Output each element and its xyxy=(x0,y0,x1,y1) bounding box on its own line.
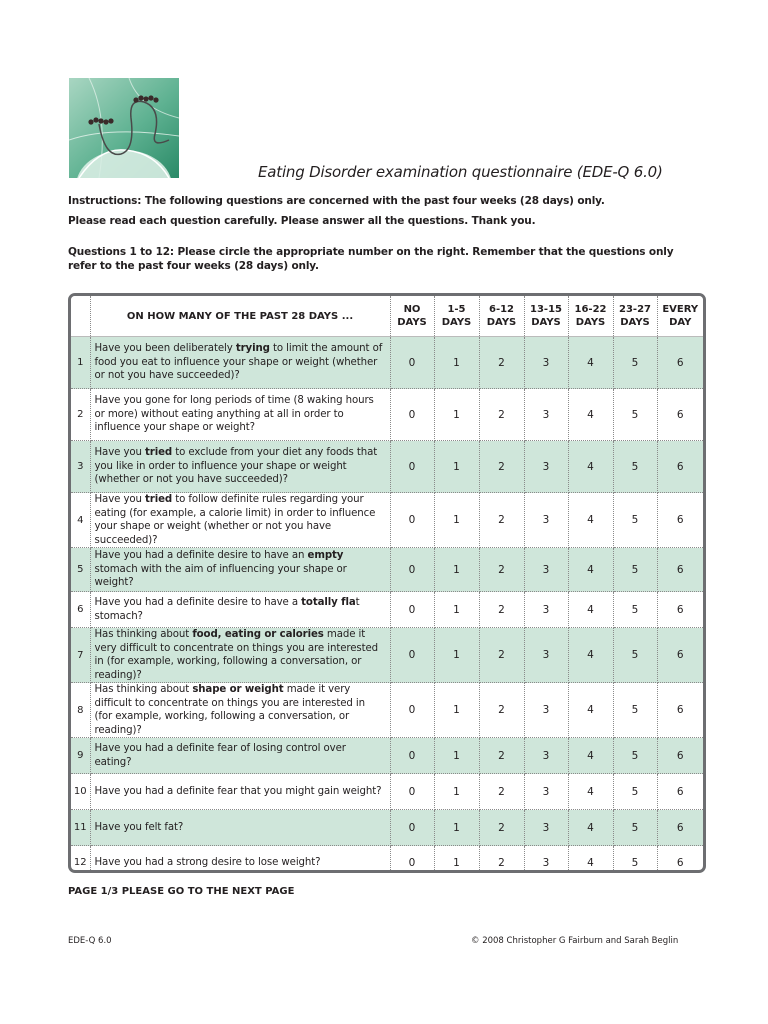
score-option-4[interactable]: 4 xyxy=(568,337,613,389)
header-num-cell xyxy=(71,296,90,337)
questionnaire-table xyxy=(71,296,703,873)
score-option-5[interactable]: 5 xyxy=(613,810,657,846)
score-option-2[interactable]: 2 xyxy=(479,628,524,683)
instructions-line-3: Questions 1 to 12: Please circle the appropriate number on the right. Remember that the questions only refer to the past four weeks (28 days) only. xyxy=(68,246,674,272)
score-option-0[interactable]: 0 xyxy=(390,683,434,738)
score-option-1[interactable]: 1 xyxy=(434,592,479,628)
score-option-3[interactable]: 3 xyxy=(524,683,568,738)
header-col-2-line2: DAYS xyxy=(486,317,517,328)
score-option-1[interactable]: 1 xyxy=(434,441,479,493)
question-text xyxy=(90,441,390,493)
score-option-5[interactable]: 5 xyxy=(613,774,657,810)
score-option-0[interactable]: 0 xyxy=(390,628,434,683)
question-text-part: Have you gone for long periods of time (8 waking hours or more) without eating anything at all in order to influence your shape or weight? xyxy=(94,395,374,434)
score-option-3[interactable]: 3 xyxy=(524,493,568,548)
score-option-0[interactable]: 0 xyxy=(390,810,434,846)
score-option-6[interactable]: 6 xyxy=(657,337,703,389)
score-option-0[interactable]: 0 xyxy=(390,774,434,810)
page-note: PAGE 1/3 PLEASE GO TO THE NEXT PAGE xyxy=(68,886,295,897)
score-option-5[interactable]: 5 xyxy=(613,683,657,738)
question-number: 9 xyxy=(71,738,90,774)
question-number: 1 xyxy=(71,337,90,389)
score-option-6[interactable]: 6 xyxy=(657,441,703,493)
score-option-5[interactable]: 5 xyxy=(613,548,657,592)
score-option-4[interactable]: 4 xyxy=(568,846,613,874)
question-text xyxy=(90,548,390,592)
footer-version: EDE-Q 6.0 xyxy=(68,936,112,946)
score-option-5[interactable]: 5 xyxy=(613,628,657,683)
header-col-0-line1: NO xyxy=(403,304,421,315)
score-option-5[interactable]: 5 xyxy=(613,493,657,548)
score-option-2[interactable]: 2 xyxy=(479,441,524,493)
question-number: 4 xyxy=(71,493,90,548)
table-row xyxy=(71,493,703,548)
question-text-part: Have you xyxy=(94,494,145,505)
score-option-1[interactable]: 1 xyxy=(434,389,479,441)
score-option-0[interactable]: 0 xyxy=(390,548,434,592)
question-number: 10 xyxy=(71,774,90,810)
score-option-3[interactable]: 3 xyxy=(524,628,568,683)
score-option-1[interactable]: 1 xyxy=(434,683,479,738)
score-option-0[interactable]: 0 xyxy=(390,592,434,628)
question-text xyxy=(90,592,390,628)
score-option-0[interactable]: 0 xyxy=(390,493,434,548)
question-emphasis: food, eating or calories xyxy=(192,629,324,640)
score-option-6[interactable]: 6 xyxy=(657,810,703,846)
table-row xyxy=(71,628,703,683)
question-text-part: Have you xyxy=(94,447,145,459)
question-text-part: Have you had a definite fear that you might gain weight? xyxy=(94,785,382,797)
header-col-5-line2: DAYS xyxy=(620,317,650,328)
score-option-6[interactable]: 6 xyxy=(657,628,703,683)
table-header-row xyxy=(71,296,703,337)
score-option-1[interactable]: 1 xyxy=(434,774,479,810)
score-option-3[interactable]: 3 xyxy=(524,441,568,493)
table-row xyxy=(71,592,703,628)
header-col-4 xyxy=(568,296,613,337)
score-option-1[interactable]: 1 xyxy=(434,337,479,389)
question-text-part: Has thinking about xyxy=(94,684,193,695)
score-option-6[interactable]: 6 xyxy=(676,856,684,869)
score-option-1[interactable]: 1 xyxy=(434,738,479,774)
question-number: 5 xyxy=(71,548,90,592)
score-option-0[interactable]: 0 xyxy=(390,337,434,389)
question-text-part: Have you felt fat? xyxy=(94,821,184,833)
question-number: 2 xyxy=(71,389,90,441)
question-text-part: to limit the amount of food you eat to influence your shape or weight (whether or not you have succeeded)? xyxy=(94,343,383,382)
score-option-5[interactable]: 5 xyxy=(613,592,657,628)
score-option-4[interactable]: 4 xyxy=(568,389,613,441)
header-col-5-line1: 23-27 xyxy=(619,304,651,315)
question-text-part: to follow definite rules regarding your eating (for example, a calorie limit) in order to influence your shape or weight (whether or not you have succeeded)? xyxy=(94,494,376,546)
header-col-4-line2: DAYS xyxy=(575,317,606,328)
questionnaire-body xyxy=(71,337,703,874)
question-text xyxy=(90,628,390,683)
score-option-3[interactable]: 3 xyxy=(524,738,568,774)
score-option-1[interactable]: 1 xyxy=(434,846,479,874)
question-number: 8 xyxy=(71,683,90,738)
header-col-4-line1: 16-22 xyxy=(574,304,607,315)
score-option-0[interactable]: 0 xyxy=(390,738,434,774)
header-question-cell: ON HOW MANY OF THE PAST 28 DAYS ... xyxy=(90,296,390,337)
header-col-6 xyxy=(657,296,703,337)
score-option-3[interactable]: 3 xyxy=(524,774,568,810)
score-option-1[interactable]: 1 xyxy=(434,810,479,846)
table-row xyxy=(71,810,703,846)
score-option-5[interactable]: 5 xyxy=(613,441,657,493)
header-col-1 xyxy=(434,296,479,337)
question-text-part: Has thinking about xyxy=(94,629,193,640)
question-text-part: Have you had a definite fear of losing control over eating? xyxy=(94,743,346,768)
score-option-3[interactable]: 3 xyxy=(524,548,568,592)
score-option-2[interactable]: 2 xyxy=(479,683,524,738)
header-col-1-line2: DAYS xyxy=(441,317,472,328)
question-text-part: made it very difficult to concentrate on things you are interested in (for example, working, following a conversation, or reading)? xyxy=(94,629,379,681)
question-text xyxy=(90,810,390,846)
score-option-2[interactable]: 2 xyxy=(479,389,524,441)
question-number: 7 xyxy=(71,628,90,683)
score-option-0[interactable]: 0 xyxy=(390,389,434,441)
question-text xyxy=(90,774,390,810)
score-option-6[interactable]: 6 xyxy=(657,389,703,441)
question-text-part: Have you had a strong desire to lose weight? xyxy=(94,857,321,868)
header-col-0 xyxy=(390,296,434,337)
score-option-6[interactable]: 6 xyxy=(657,548,703,592)
score-option-2[interactable]: 2 xyxy=(479,846,524,874)
score-option-4[interactable]: 4 xyxy=(568,810,613,846)
score-option-3[interactable]: 3 xyxy=(524,810,568,846)
questionnaire-table-frame xyxy=(68,293,706,873)
question-text-part: made it very difficult to concentrate on things you are interested in (for example, working, following a conversation, or reading)? xyxy=(94,684,366,736)
header-col-3-line1: 13-15 xyxy=(530,304,562,315)
question-number: 3 xyxy=(71,441,90,493)
header-col-6-line2: DAY xyxy=(669,317,692,328)
score-option-5[interactable]: 5 xyxy=(613,337,657,389)
score-option-2[interactable]: 2 xyxy=(479,810,524,846)
score-option-6[interactable]: 6 xyxy=(657,738,703,774)
question-emphasis: empty xyxy=(307,550,344,562)
question-text xyxy=(90,846,390,874)
question-text-part: Have you been deliberately xyxy=(94,343,236,355)
table-row xyxy=(71,337,703,389)
score-option-4[interactable]: 4 xyxy=(568,441,613,493)
question-emphasis: shape or weight xyxy=(192,684,284,695)
question-text-part: stomach with the aim of influencing your shape or weight? xyxy=(94,563,347,589)
score-option-2[interactable]: 2 xyxy=(479,493,524,548)
score-option-6[interactable]: 6 xyxy=(657,683,703,738)
score-option-5[interactable]: 5 xyxy=(613,389,657,441)
question-number: 11 xyxy=(71,810,90,846)
question-text xyxy=(90,389,390,441)
table-row xyxy=(71,389,703,441)
header-col-2-line1: 6-12 xyxy=(488,304,515,315)
score-option-0[interactable]: 0 xyxy=(390,846,434,874)
score-option-2[interactable]: 2 xyxy=(479,548,524,592)
score-option-6[interactable]: 6 xyxy=(657,592,703,628)
table-row xyxy=(71,548,703,592)
score-option-2[interactable]: 2 xyxy=(479,337,524,389)
question-text xyxy=(90,493,390,548)
score-option-1[interactable]: 1 xyxy=(434,493,479,548)
score-option-4[interactable]: 4 xyxy=(568,493,613,548)
table-row xyxy=(71,738,703,774)
score-option-4[interactable]: 4 xyxy=(568,774,613,810)
question-text-part: Have you had a definite desire to have an xyxy=(94,550,308,562)
page-title: Eating Disorder examination questionnaire (EDE-Q 6.0) xyxy=(258,163,663,181)
score-option-4[interactable]: 4 xyxy=(568,683,613,738)
table-row xyxy=(71,846,703,874)
question-text-part: t stomach? xyxy=(94,597,360,622)
score-option-2[interactable]: 2 xyxy=(479,774,524,810)
question-text-part: to exclude from your diet any foods that you like in order to influence your shape or weight (whether or not you have succeeded)? xyxy=(94,447,378,486)
score-option-4[interactable]: 4 xyxy=(568,738,613,774)
header-col-3-line2: DAYS xyxy=(531,317,561,328)
score-option-4[interactable]: 4 xyxy=(568,628,613,683)
score-option-4[interactable]: 4 xyxy=(568,592,613,628)
score-option-3[interactable]: 3 xyxy=(524,337,568,389)
footer-copyright: © 2008 Christopher G Fairburn and Sarah Beglin xyxy=(471,936,679,946)
instructions-line-2: Please read each question carefully. Please answer all the questions. Thank you. xyxy=(68,215,536,227)
question-text xyxy=(90,683,390,738)
score-option-5[interactable]: 5 xyxy=(613,846,657,874)
score-option-3[interactable]: 3 xyxy=(524,592,568,628)
score-option-3[interactable]: 3 xyxy=(524,389,568,441)
score-option-3[interactable]: 3 xyxy=(524,846,568,874)
question-emphasis: trying xyxy=(235,343,270,355)
score-option-2[interactable]: 2 xyxy=(479,738,524,774)
header-col-5 xyxy=(613,296,657,337)
instructions-line-1: Instructions: The following questions are concerned with the past four weeks (28 days) only. xyxy=(68,195,605,207)
header-col-2 xyxy=(479,296,524,337)
table-row xyxy=(71,683,703,738)
score-option-1[interactable]: 1 xyxy=(434,548,479,592)
table-row xyxy=(71,774,703,810)
score-option-6[interactable]: 6 xyxy=(657,774,703,810)
header-col-1-line1: 1-5 xyxy=(447,304,466,315)
question-text-part: Have you had a definite desire to have a xyxy=(94,597,302,608)
question-number: 6 xyxy=(71,592,90,628)
question-emphasis: totally fla xyxy=(301,597,356,608)
score-option-1[interactable]: 1 xyxy=(434,628,479,683)
score-option-0[interactable]: 0 xyxy=(390,441,434,493)
header-col-0-line2: DAYS xyxy=(397,317,427,328)
ede-q-logo-icon xyxy=(69,78,179,178)
question-text xyxy=(90,337,390,389)
score-option-4[interactable]: 4 xyxy=(568,548,613,592)
score-option-2[interactable]: 2 xyxy=(479,592,524,628)
header-col-3 xyxy=(524,296,568,337)
table-row xyxy=(71,441,703,493)
score-option-6[interactable]: 6 xyxy=(657,493,703,548)
score-option-5[interactable]: 5 xyxy=(613,738,657,774)
header-col-6-line1: EVERY xyxy=(662,304,699,315)
question-text xyxy=(90,738,390,774)
question-emphasis: tried xyxy=(145,447,173,459)
question-emphasis: tried xyxy=(145,494,173,505)
question-number: 12 xyxy=(71,846,90,874)
